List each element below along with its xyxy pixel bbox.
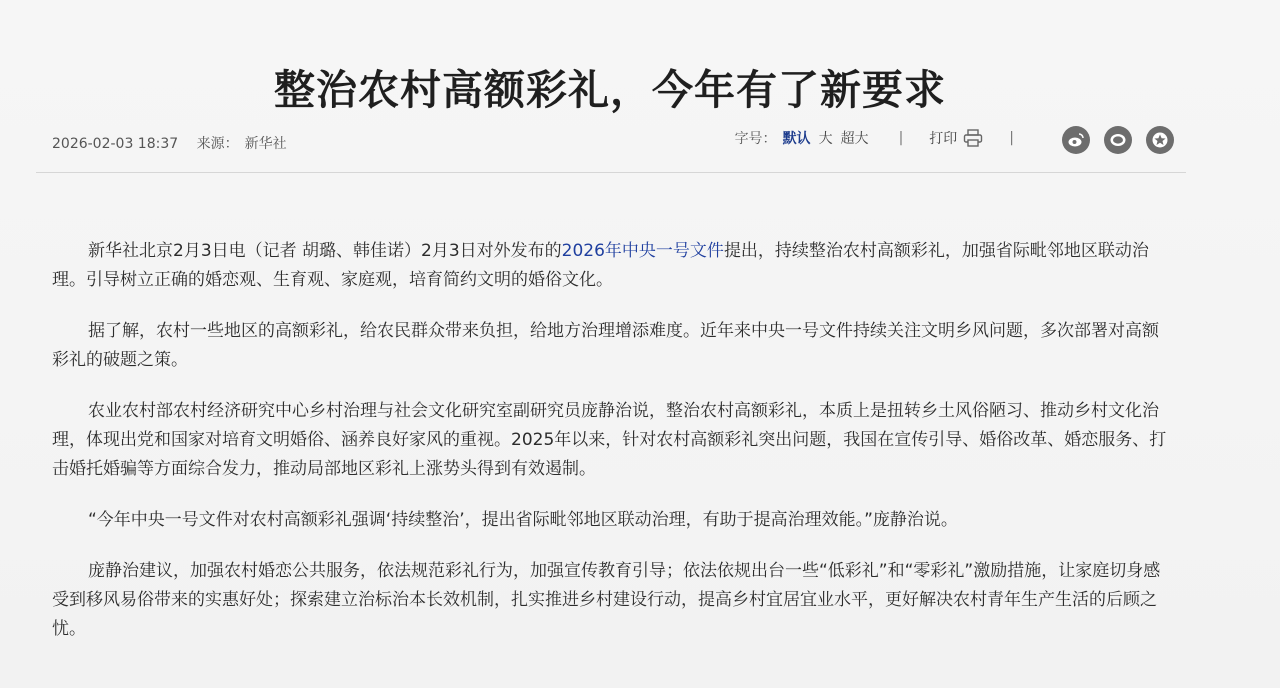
- font-size-default-button[interactable]: 默认: [782, 131, 811, 147]
- publish-date: 2026-02-03 18:37: [52, 136, 179, 152]
- wechat-icon[interactable]: [1104, 126, 1132, 154]
- paragraph-5: 庞静治建议，加强农村婚恋公共服务，依法规范彩礼行为，加强宣传教育引导；依法依规出台一些“低彩礼”和“零彩礼”激励措施，让家庭切身感受到移风易俗带来的实惠好处；探索建立治标治本长效机制，扎实推进乡村建设行动，提高乡村宜居宜业水平，更好解决农村青年生产生活的后顾之忧。: [52, 561, 1161, 639]
- font-size-label: 字号：: [734, 131, 777, 147]
- policy-document-link[interactable]: 2026年中央一号文件: [561, 241, 724, 261]
- toolbar-separator: |: [898, 130, 904, 146]
- paragraph-1-text-a: 新华社北京2月3日电（记者 胡璐、韩佳诺）2月3日对外发布的: [88, 241, 562, 261]
- printer-icon: [963, 129, 983, 147]
- paragraph-1-text-b: 提出，持续整治农村高额彩礼，加强省际毗邻地区联动治理。引导树立正确的婚恋观、生育观、家庭观，培育简约文明的婚俗文化。: [52, 241, 1149, 290]
- toolbar-separator-2: |: [1009, 130, 1014, 146]
- header-divider: [36, 172, 1186, 173]
- source-label: 来源：: [196, 136, 239, 152]
- article-title: 整治农村高额彩礼，今年有了新要求: [274, 66, 946, 115]
- source-name: 新华社: [244, 136, 287, 152]
- font-size-large-button[interactable]: 大: [818, 131, 833, 147]
- font-size-xlarge-button[interactable]: 超大: [840, 131, 869, 147]
- paragraph-1: [52, 237, 1172, 295]
- print-button[interactable]: [929, 128, 983, 148]
- favorite-icon[interactable]: [1146, 126, 1174, 154]
- article-meta: [52, 133, 301, 153]
- paragraph-2: 据了解，农村一些地区的高额彩礼，给农民群众带来负担，给地方治理增添难度。近年来中央一号文件持续关注文明乡风问题，多次部署对高额彩礼的破题之策。: [52, 321, 1159, 370]
- weibo-icon[interactable]: [1062, 126, 1090, 154]
- article-toolbar: [735, 128, 1040, 148]
- print-label: 打印: [929, 131, 958, 147]
- share-bar: [1048, 126, 1174, 154]
- paragraph-4: “今年中央一号文件对农村高额彩礼强调‘持续整治’，提出省际毗邻地区联动治理，有助于提高治理效能。”庞静治说。: [88, 510, 958, 530]
- paragraph-3: 农业农村部农村经济研究中心乡村治理与社会文化研究室副研究员庞静治说，整治农村高额彩礼，本质上是扭转乡土风俗陋习、推动乡村文化治理，体现出党和国家对培育文明婚俗、涵养良好家风的重视。2025年以来，针对农村高额彩礼突出问题，我国在宣传引导、婚俗改革、婚恋服务、打击婚托婚骗等方面综合发力，推动局部地区彩礼上涨势头得到有效遏制。: [52, 401, 1167, 479]
- article-body: [52, 237, 1172, 644]
